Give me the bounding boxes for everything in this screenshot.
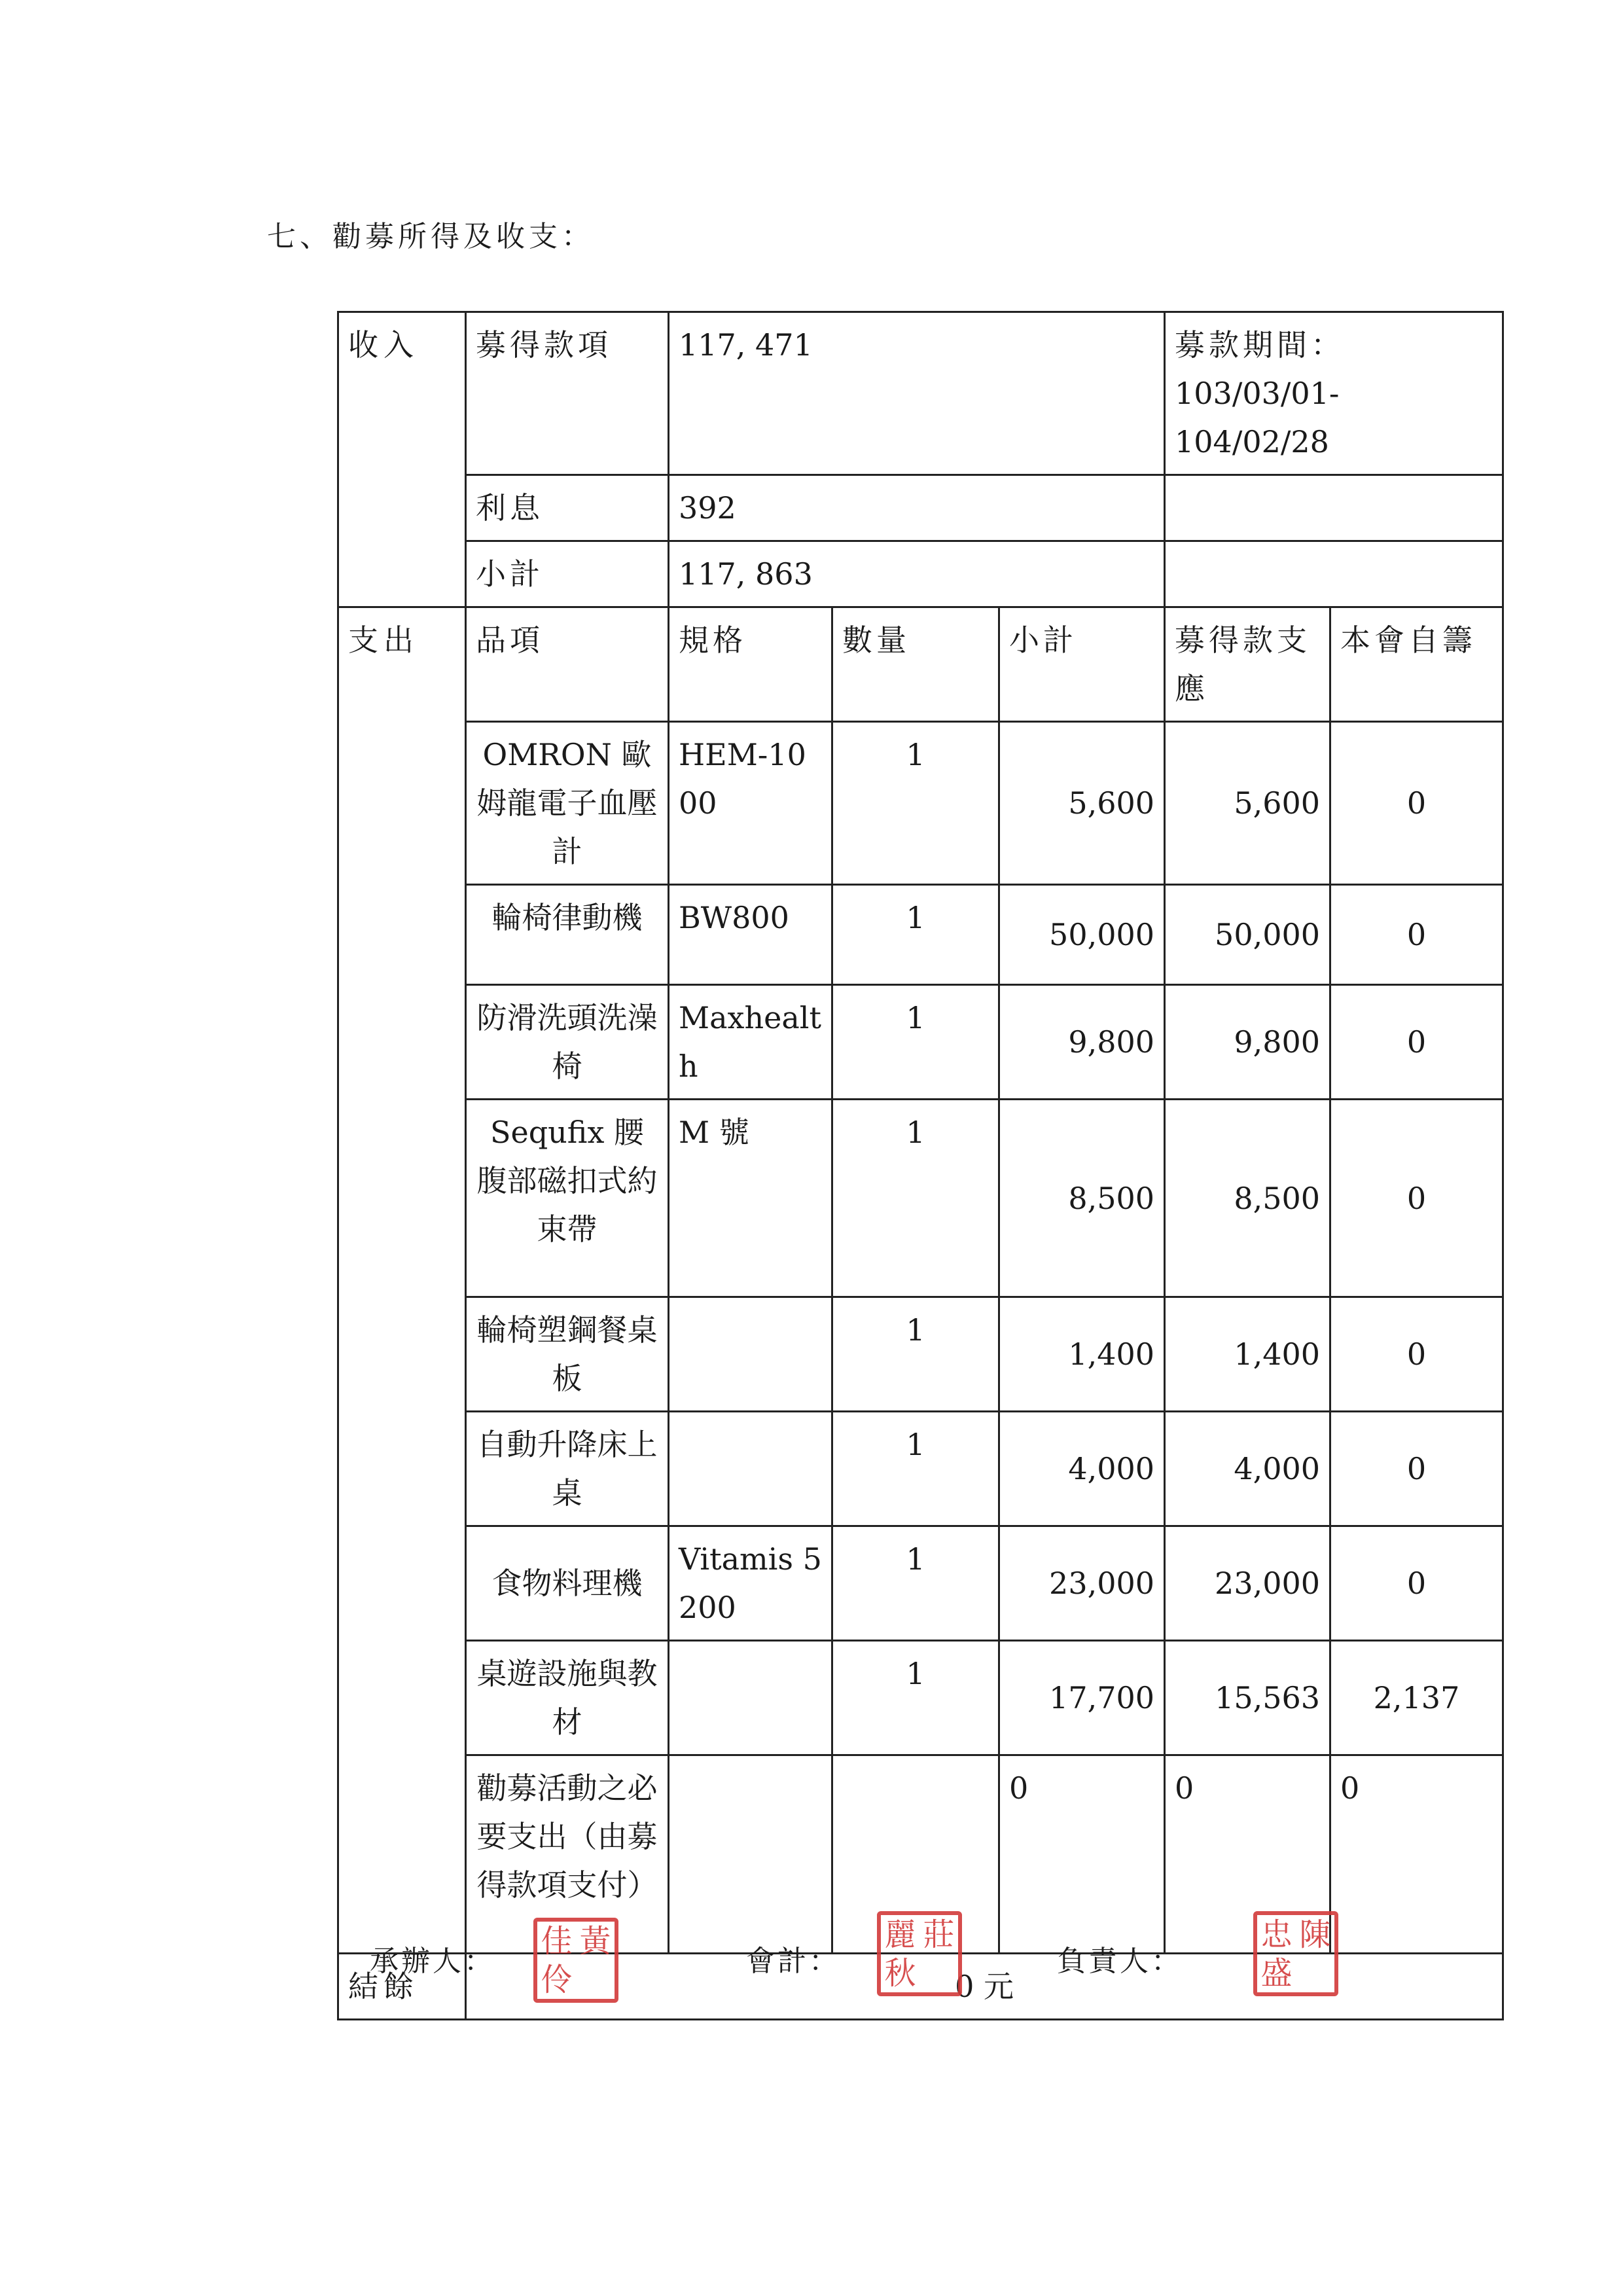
- expense-self-funded: 0: [1330, 885, 1503, 985]
- header-funded: 募得款支應: [1165, 607, 1330, 722]
- expense-self-funded: 0: [1330, 1100, 1503, 1297]
- expense-funded: 0: [1165, 1755, 1330, 1954]
- expense-spec: [669, 1297, 832, 1412]
- expense-subtotal: 23,000: [999, 1526, 1165, 1641]
- expense-item: 桌遊設施與教材: [466, 1641, 669, 1755]
- expense-item: 輪椅塑鋼餐桌板: [466, 1297, 669, 1412]
- expense-qty: 1: [832, 885, 999, 985]
- expense-self-funded: 0: [1330, 722, 1503, 885]
- header-spec: 規格: [669, 607, 832, 722]
- income-amount: 117, 471: [669, 312, 1165, 475]
- expense-item: 防滑洗頭洗澡椅: [466, 985, 669, 1100]
- income-section-label: 收入: [338, 312, 466, 607]
- header-subtotal: 小計: [999, 607, 1165, 722]
- balance-label: 結餘: [338, 1954, 466, 2020]
- expense-subtotal: 17,700: [999, 1641, 1165, 1755]
- expense-self-funded: 0: [1330, 985, 1503, 1100]
- expense-row: [338, 1412, 1503, 1526]
- responsible-person-seal: 忠 陳 盛: [1253, 1911, 1338, 1996]
- income-expense-table: [337, 311, 1504, 2020]
- expense-header-row: [338, 607, 1503, 722]
- expense-item: Sequfix 腰腹部磁扣式約束帶: [466, 1100, 669, 1297]
- expense-spec: [669, 1641, 832, 1755]
- handler-label: 承辦人：: [370, 1945, 495, 1978]
- expense-qty: 1: [832, 985, 999, 1100]
- expense-spec: Vitamis 5200: [669, 1526, 832, 1641]
- header-self-funded: 本會自籌: [1330, 607, 1503, 722]
- expense-funded: 5,600: [1165, 722, 1330, 885]
- signature-block: [0, 1918, 1623, 2009]
- expense-qty: 1: [832, 1641, 999, 1755]
- header-item: 品項: [466, 607, 669, 722]
- period-label: 募款期間：: [1175, 327, 1346, 363]
- accountant-label: 會計：: [746, 1945, 840, 1978]
- income-amount: 117, 863: [669, 541, 1165, 607]
- expense-self-funded: 0: [1330, 1412, 1503, 1526]
- expense-self-funded: 0: [1330, 1755, 1503, 1954]
- responsible-person-label: 負責人：: [1057, 1945, 1183, 1978]
- expense-row: [338, 885, 1503, 985]
- expense-item: 勸募活動之必要支出（由募得款項支付）: [466, 1755, 669, 1954]
- income-item: 募得款項: [466, 312, 669, 475]
- income-item: 小計: [466, 541, 669, 607]
- expense-funded: 15,563: [1165, 1641, 1330, 1755]
- expense-qty: 1: [832, 1412, 999, 1526]
- income-item: 利息: [466, 475, 669, 541]
- expense-subtotal: 50,000: [999, 885, 1165, 985]
- expense-subtotal: 0: [999, 1755, 1165, 1954]
- expense-row: [338, 1526, 1503, 1641]
- expense-funded: 8,500: [1165, 1100, 1330, 1297]
- expense-subtotal: 4,000: [999, 1412, 1165, 1526]
- balance-value: 0 元: [466, 1954, 1503, 2020]
- expense-spec: Maxhealth: [669, 985, 832, 1100]
- header-qty: 數量: [832, 607, 999, 722]
- period-end: 104/02/28: [1175, 424, 1329, 459]
- expense-row: [338, 722, 1503, 885]
- expense-item: 輪椅律動機: [466, 885, 669, 985]
- expense-row: [338, 985, 1503, 1100]
- income-row: [338, 312, 1503, 475]
- empty-cell: [1165, 475, 1503, 541]
- accountant-seal: 麗 莊 秋: [877, 1911, 962, 1996]
- expense-self-funded: 0: [1330, 1526, 1503, 1641]
- expense-funded: 9,800: [1165, 985, 1330, 1100]
- expense-funded: 1,400: [1165, 1297, 1330, 1412]
- expense-spec: HEM-1000: [669, 722, 832, 885]
- expense-spec: BW800: [669, 885, 832, 985]
- expense-item: 自動升降床上桌: [466, 1412, 669, 1526]
- expense-qty: 1: [832, 1297, 999, 1412]
- empty-cell: [1165, 541, 1503, 607]
- expense-section-label: 支出: [338, 607, 466, 1954]
- expense-subtotal: 1,400: [999, 1297, 1165, 1412]
- income-row: [338, 475, 1503, 541]
- expense-row: [338, 1297, 1503, 1412]
- expense-row: [338, 1100, 1503, 1297]
- expense-qty: 1: [832, 1526, 999, 1641]
- handler-seal: 佳 黃 伶: [533, 1918, 618, 2003]
- expense-qty: 1: [832, 722, 999, 885]
- expense-row: [338, 1641, 1503, 1755]
- fundraising-period: [1165, 312, 1503, 475]
- section-heading: 七、勸募所得及收支：: [267, 220, 594, 253]
- expense-subtotal: 8,500: [999, 1100, 1165, 1297]
- income-row: [338, 541, 1503, 607]
- expense-spec: M 號: [669, 1100, 832, 1297]
- expense-self-funded: 0: [1330, 1297, 1503, 1412]
- expense-item: 食物料理機: [466, 1526, 669, 1641]
- expense-item: OMRON 歐姆龍電子血壓計: [466, 722, 669, 885]
- income-amount: 392: [669, 475, 1165, 541]
- expense-funded: 50,000: [1165, 885, 1330, 985]
- expense-spec: [669, 1412, 832, 1526]
- expense-subtotal: 5,600: [999, 722, 1165, 885]
- expense-self-funded: 2,137: [1330, 1641, 1503, 1755]
- expense-qty: 1: [832, 1100, 999, 1297]
- expense-funded: 23,000: [1165, 1526, 1330, 1641]
- expense-subtotal: 9,800: [999, 985, 1165, 1100]
- expense-funded: 4,000: [1165, 1412, 1330, 1526]
- period-start: 103/03/01-: [1175, 376, 1340, 411]
